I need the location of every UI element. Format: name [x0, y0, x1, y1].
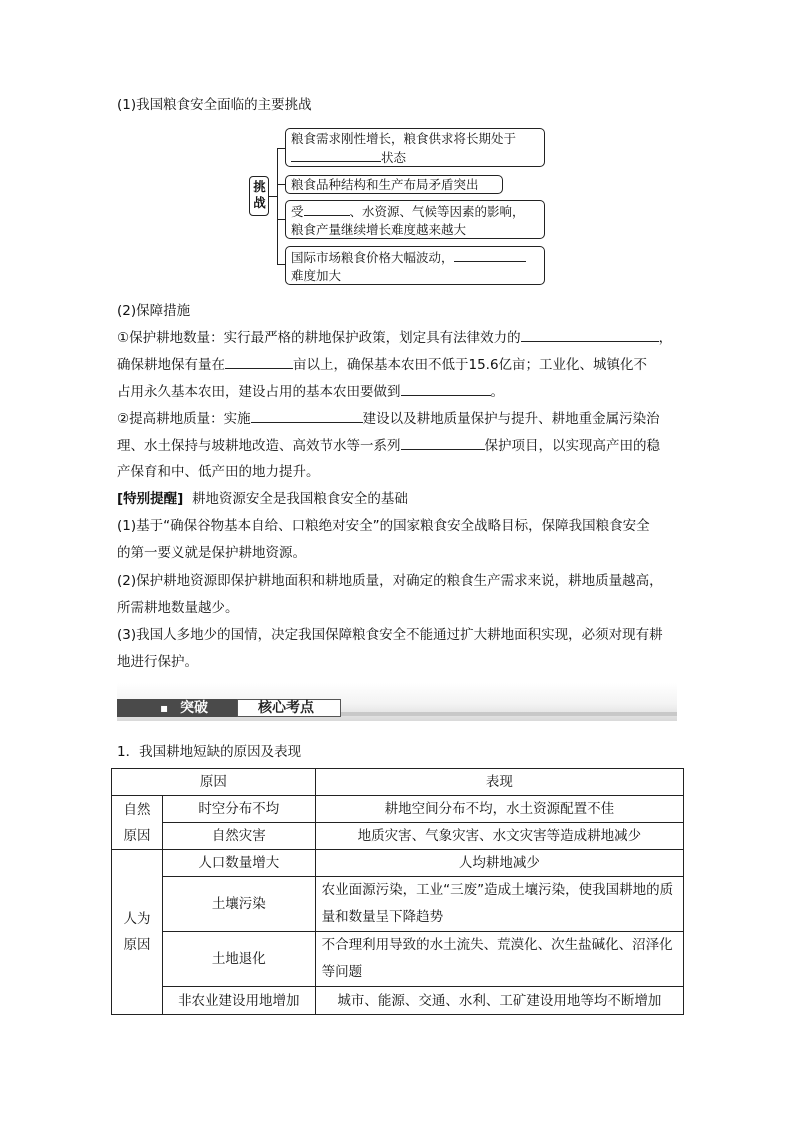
- section2-title: (2)保障措施: [117, 303, 191, 319]
- challenge-item-3: [285, 200, 545, 239]
- measure-1-line1: [117, 328, 672, 347]
- measure-1-line2: [117, 355, 647, 374]
- answer-blank: [251, 409, 363, 423]
- header-reason: 原因: [112, 769, 316, 796]
- challenge-item-4-line1: 国际市场粮食价格大幅波动，: [291, 250, 454, 265]
- tip-line: (3)我国人多地少的国情，决定我国保障粮食安全不能通过扩大耕地面积实现，必须对现有耕: [117, 627, 663, 643]
- tip-line: (1)基于“确保谷物基本自给、口粮绝对安全”的国家粮食安全战略目标，保障我国粮食安全: [117, 518, 650, 534]
- challenge-item-2: [285, 175, 503, 194]
- diagram-connector: [277, 264, 285, 265]
- challenge-item-4-line2: 难度加大: [291, 268, 342, 283]
- diagram-connector: [277, 219, 285, 220]
- challenge-item-1-line1: 粮食需求刚性增长，粮食供求将长期处于: [291, 131, 517, 146]
- banner-bullet: ▪: [160, 701, 169, 715]
- reason-cell: 时空分布不均: [162, 796, 315, 823]
- measure-1-text: 确保耕地保有量在: [117, 357, 225, 373]
- measure-1-text: 。: [490, 384, 504, 400]
- measure-1-text: ①保护耕地数量：实行最严格的耕地保护政策，划定具有法律效力的: [117, 330, 521, 346]
- table-row: [112, 823, 684, 850]
- causes-table: [111, 768, 684, 1015]
- tip-line: (2)保护耕地资源即保护耕地面积和耕地质量，对确定的粮食生产需求来说，耕地质量越高，: [117, 573, 663, 589]
- tip-line: 所需耕地数量越少。: [117, 600, 239, 616]
- header-show: 表现: [315, 769, 683, 796]
- challenge-item-2-line1: 粮食品种结构和生产布局矛盾突出: [291, 177, 479, 192]
- show-cell: 地质灾害、气象灾害、水文灾害等造成耕地减少: [315, 823, 683, 850]
- tip-label: [特别提醒]: [117, 491, 184, 507]
- measure-2-text: ②提高耕地质量：实施: [117, 411, 251, 427]
- challenge-item-3-line2: 粮食产量继续增长难度越来越大: [291, 222, 467, 237]
- reason-cell: 自然灾害: [162, 823, 315, 850]
- show-cell: 农业面源污染，工业“三废”造成土壤污染，使我国耕地的质量和数量呈下降趋势: [315, 877, 683, 932]
- show-cell: 城市、能源、交通、水利、工矿建设用地等均不断增加: [315, 987, 683, 1015]
- table-row: [112, 796, 684, 823]
- answer-blank: [521, 328, 659, 342]
- show-cell: 人均耕地减少: [315, 850, 683, 877]
- table-row: [112, 850, 684, 877]
- answer-blank: [454, 248, 526, 262]
- challenge-item-1-suffix: 状态: [381, 150, 407, 165]
- banner-label-1: 突破: [180, 700, 208, 716]
- measure-1-text: ，: [658, 330, 673, 346]
- measure-2-text: 保护项目，以实现高产田的稳: [484, 438, 660, 454]
- measure-2-line2: [117, 436, 660, 455]
- answer-blank: [225, 355, 293, 369]
- diagram-connector: [277, 148, 278, 264]
- measure-2-text: 理、水土保持与坡耕地改造、高效节水等一系列: [117, 438, 401, 454]
- answer-blank: [304, 202, 350, 216]
- measure-2-line1: [117, 409, 660, 428]
- challenge-item-1: [285, 128, 545, 167]
- banner-label-2: 核心考点: [258, 700, 314, 716]
- answer-blank: [401, 382, 491, 396]
- group-human: 人为原因: [112, 850, 163, 1015]
- table-row: [112, 987, 684, 1015]
- table-row: [112, 877, 684, 932]
- measure-1-line3: [117, 382, 504, 401]
- show-cell: 不合理利用导致的水土流失、荒漠化、次生盐碱化、沼泽化等问题: [315, 932, 683, 987]
- table-row: [112, 932, 684, 987]
- diagram-connector: [277, 148, 285, 149]
- group-natural: 自然原因: [112, 796, 163, 850]
- section1-title: (1)我国粮食安全面临的主要挑战: [117, 97, 312, 113]
- challenge-item-3-prefix: 受: [291, 204, 304, 219]
- measure-1-text: 占用永久基本农田，建设占用的基本农田要做到: [117, 384, 401, 400]
- reason-cell: 土地退化: [162, 932, 315, 987]
- measure-2-line3: 产保育和中、低产田的地力提升。: [117, 464, 320, 480]
- measure-2-text: 建设以及耕地质量保护与提升、耕地重金属污染治: [362, 411, 660, 427]
- tip-heading: 耕地资源安全是我国粮食安全的基础: [191, 491, 408, 507]
- answer-blank: [291, 148, 381, 162]
- banner-dark-block: [117, 699, 237, 717]
- challenge-item-3-suffix: 、水资源、气候等因素的影响，: [349, 204, 525, 219]
- tip-heading-row: [117, 490, 408, 508]
- reason-cell: 土壤污染: [162, 877, 315, 932]
- measure-1-text: 亩以上，确保基本农田不低于15.6亿亩；工业化、城镇化不: [293, 357, 648, 373]
- challenge-item-4: [285, 246, 545, 285]
- diagram-connector: [277, 184, 285, 185]
- diagram-label: 挑战: [253, 179, 266, 210]
- table-title: 1．我国耕地短缺的原因及表现: [117, 744, 302, 760]
- answer-blank: [401, 436, 485, 450]
- banner-rule: [341, 712, 677, 716]
- show-cell: 耕地空间分布不均，水土资源配置不佳: [315, 796, 683, 823]
- table-header-row: [112, 769, 684, 796]
- tip-line: 地进行保护。: [117, 654, 198, 670]
- diagram-connector: [269, 196, 277, 197]
- tip-line: 的第一要义就是保护耕地资源。: [117, 545, 306, 561]
- reason-cell: 人口数量增大: [162, 850, 315, 877]
- reason-cell: 非农业建设用地增加: [162, 987, 315, 1015]
